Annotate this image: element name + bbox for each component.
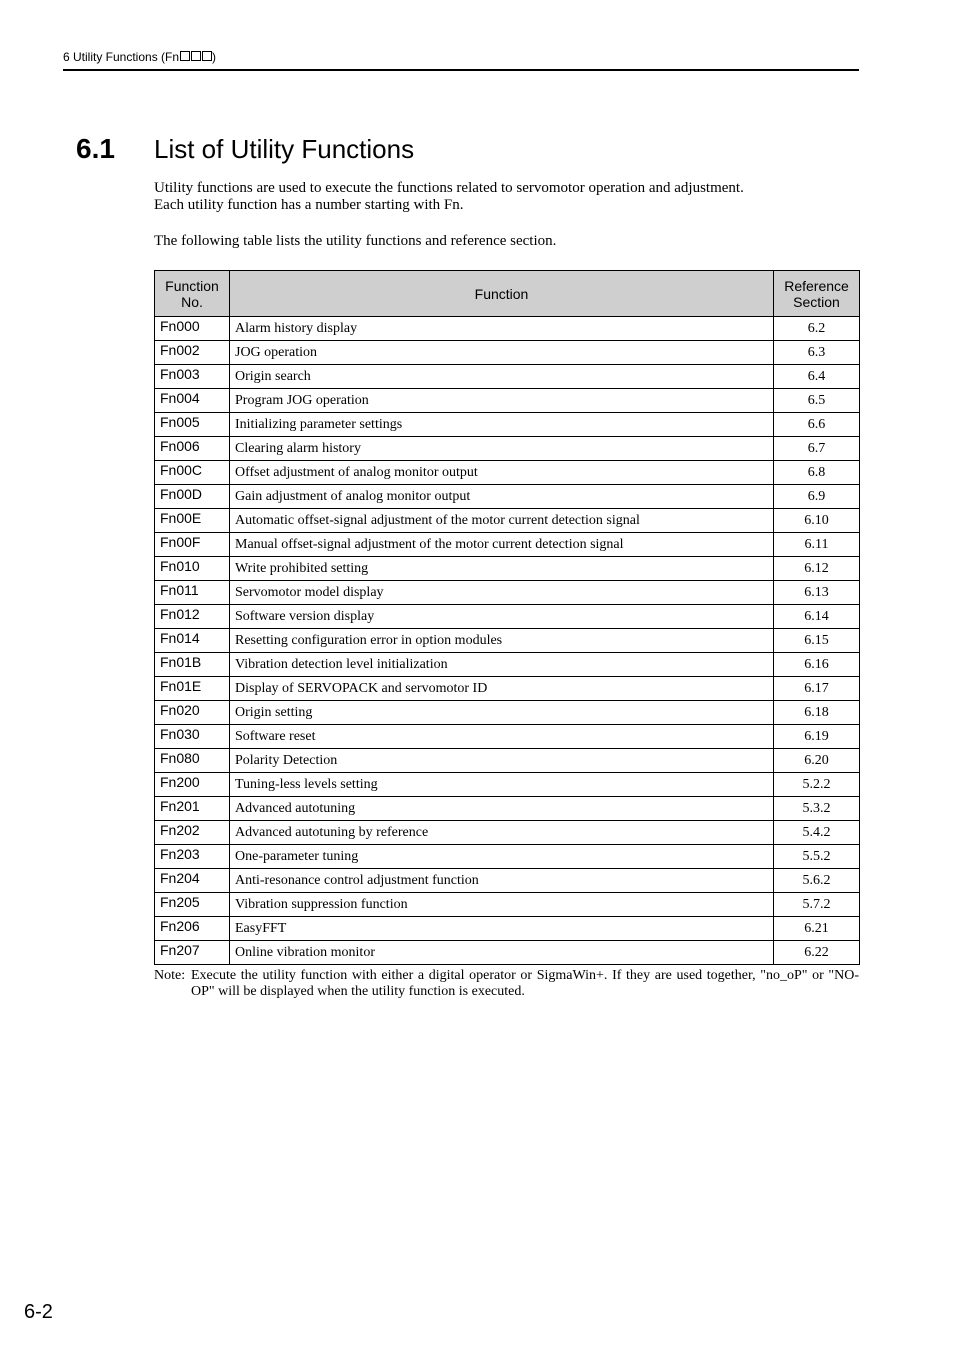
- page-number: 6-2: [24, 1301, 53, 1323]
- table-row: [155, 389, 860, 413]
- function-no-cell: Fn207: [155, 941, 230, 965]
- table-row: [155, 341, 860, 365]
- function-no-cell: Fn006: [155, 437, 230, 461]
- table-header-row: [155, 271, 860, 317]
- table-row: [155, 413, 860, 437]
- note-label: Note:: [154, 968, 186, 983]
- function-no-cell: Fn012: [155, 605, 230, 629]
- function-no-cell: Fn01E: [155, 677, 230, 701]
- table-row: [155, 653, 860, 677]
- intro-line-3: The following table lists the utility functions and reference section.: [154, 233, 557, 249]
- utility-functions-table: [154, 270, 860, 965]
- reference-cell: 5.2.2: [774, 773, 860, 797]
- table-row: [155, 893, 860, 917]
- function-no-cell: Fn003: [155, 365, 230, 389]
- reference-cell: 6.11: [774, 533, 860, 557]
- reference-cell: 6.5: [774, 389, 860, 413]
- function-no-cell: Fn204: [155, 869, 230, 893]
- function-no-cell: Fn014: [155, 629, 230, 653]
- table-row: [155, 629, 860, 653]
- function-cell: Display of SERVOPACK and servomotor ID: [230, 677, 774, 701]
- function-no-cell: Fn00E: [155, 509, 230, 533]
- header-function: Function: [230, 271, 774, 317]
- table-row: [155, 821, 860, 845]
- function-no-cell: Fn201: [155, 797, 230, 821]
- function-no-cell: Fn005: [155, 413, 230, 437]
- reference-cell: 6.16: [774, 653, 860, 677]
- header-reference-section: Reference Section: [774, 271, 860, 317]
- function-cell: One-parameter tuning: [230, 845, 774, 869]
- function-cell: Manual offset-signal adjustment of the motor current detection signal: [230, 533, 774, 557]
- table-row: [155, 677, 860, 701]
- reference-cell: 5.6.2: [774, 869, 860, 893]
- function-no-cell: Fn010: [155, 557, 230, 581]
- table-row: [155, 365, 860, 389]
- table-row: [155, 941, 860, 965]
- reference-cell: 6.15: [774, 629, 860, 653]
- table-row: [155, 773, 860, 797]
- function-cell: JOG operation: [230, 341, 774, 365]
- reference-cell: 6.19: [774, 725, 860, 749]
- reference-cell: 6.3: [774, 341, 860, 365]
- reference-cell: 6.12: [774, 557, 860, 581]
- intro-line-2: Each utility function has a number starting with Fn.: [154, 197, 464, 213]
- table-row: [155, 509, 860, 533]
- function-cell: Automatic offset-signal adjustment of the motor current detection signal: [230, 509, 774, 533]
- function-no-cell: Fn206: [155, 917, 230, 941]
- reference-cell: 6.8: [774, 461, 860, 485]
- function-cell: Software reset: [230, 725, 774, 749]
- reference-cell: 6.9: [774, 485, 860, 509]
- reference-cell: 5.4.2: [774, 821, 860, 845]
- function-cell: Origin setting: [230, 701, 774, 725]
- header-function-no: Function No.: [155, 271, 230, 317]
- note-text: Execute the utility function with either a digital operator or SigmaWin+. If they are used together, "no_oP" or "NO-OP" will be displayed when the utility function is executed.: [191, 968, 859, 999]
- function-no-cell: Fn020: [155, 701, 230, 725]
- table-row: [155, 605, 860, 629]
- table-row: [155, 701, 860, 725]
- placeholder-box-icon: [180, 51, 190, 61]
- function-cell: Anti-resonance control adjustment function: [230, 869, 774, 893]
- function-no-cell: Fn00D: [155, 485, 230, 509]
- table-row: [155, 461, 860, 485]
- function-no-cell: Fn002: [155, 341, 230, 365]
- function-no-cell: Fn202: [155, 821, 230, 845]
- table-row: [155, 317, 860, 341]
- placeholder-box-icon: [191, 51, 201, 61]
- reference-cell: 6.17: [774, 677, 860, 701]
- function-cell: Vibration detection level initialization: [230, 653, 774, 677]
- header-rule: [63, 69, 859, 71]
- reference-cell: 6.10: [774, 509, 860, 533]
- function-cell: Write prohibited setting: [230, 557, 774, 581]
- table-row: [155, 797, 860, 821]
- function-cell: Advanced autotuning: [230, 797, 774, 821]
- function-cell: Gain adjustment of analog monitor output: [230, 485, 774, 509]
- table-row: [155, 749, 860, 773]
- placeholder-box-icon: [202, 51, 212, 61]
- table-row: [155, 485, 860, 509]
- reference-cell: 6.21: [774, 917, 860, 941]
- function-cell: Polarity Detection: [230, 749, 774, 773]
- function-no-cell: Fn00C: [155, 461, 230, 485]
- reference-cell: 6.13: [774, 581, 860, 605]
- function-no-cell: Fn203: [155, 845, 230, 869]
- function-cell: Offset adjustment of analog monitor output: [230, 461, 774, 485]
- function-no-cell: Fn080: [155, 749, 230, 773]
- function-cell: Advanced autotuning by reference: [230, 821, 774, 845]
- reference-cell: 6.14: [774, 605, 860, 629]
- function-cell: Alarm history display: [230, 317, 774, 341]
- reference-cell: 5.7.2: [774, 893, 860, 917]
- function-no-cell: Fn004: [155, 389, 230, 413]
- note: [154, 968, 859, 1000]
- function-cell: Program JOG operation: [230, 389, 774, 413]
- function-cell: Software version display: [230, 605, 774, 629]
- table-row: [155, 725, 860, 749]
- function-no-cell: Fn200: [155, 773, 230, 797]
- table-row: [155, 917, 860, 941]
- running-head-text: 6 Utility Functions (Fn: [63, 50, 180, 64]
- reference-cell: 6.4: [774, 365, 860, 389]
- function-cell: Tuning-less levels setting: [230, 773, 774, 797]
- table-row: [155, 437, 860, 461]
- function-no-cell: Fn030: [155, 725, 230, 749]
- function-cell: EasyFFT: [230, 917, 774, 941]
- section-title: List of Utility Functions: [154, 134, 415, 164]
- function-no-cell: Fn01B: [155, 653, 230, 677]
- function-no-cell: Fn00F: [155, 533, 230, 557]
- function-no-cell: Fn011: [155, 581, 230, 605]
- reference-cell: 6.7: [774, 437, 860, 461]
- table-row: [155, 581, 860, 605]
- table-row: [155, 557, 860, 581]
- function-cell: Clearing alarm history: [230, 437, 774, 461]
- reference-cell: 6.18: [774, 701, 860, 725]
- section-number: 6.1: [76, 133, 115, 164]
- function-cell: Initializing parameter settings: [230, 413, 774, 437]
- function-cell: Origin search: [230, 365, 774, 389]
- function-cell: Online vibration monitor: [230, 941, 774, 965]
- intro-line-1: Utility functions are used to execute the functions related to servomotor operation and adjustment.: [154, 180, 744, 196]
- running-head-suffix: ): [212, 50, 217, 64]
- function-no-cell: Fn205: [155, 893, 230, 917]
- running-head: [63, 50, 216, 64]
- reference-cell: 5.3.2: [774, 797, 860, 821]
- reference-cell: 6.6: [774, 413, 860, 437]
- table-row: [155, 845, 860, 869]
- reference-cell: 6.22: [774, 941, 860, 965]
- function-no-cell: Fn000: [155, 317, 230, 341]
- reference-cell: 6.20: [774, 749, 860, 773]
- function-cell: Servomotor model display: [230, 581, 774, 605]
- function-cell: Resetting configuration error in option modules: [230, 629, 774, 653]
- reference-cell: 5.5.2: [774, 845, 860, 869]
- reference-cell: 6.2: [774, 317, 860, 341]
- table-row: [155, 869, 860, 893]
- function-cell: Vibration suppression function: [230, 893, 774, 917]
- table-row: [155, 533, 860, 557]
